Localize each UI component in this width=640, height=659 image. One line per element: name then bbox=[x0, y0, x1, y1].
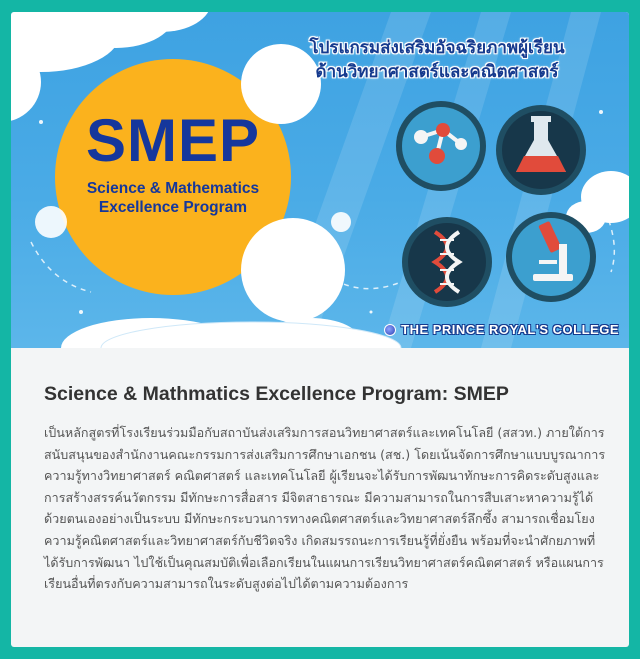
program-banner-image bbox=[11, 12, 629, 348]
banner-thai-title-line1: โปรแกรมส่งเสริมอัจฉริยภาพผู้เรียน bbox=[309, 38, 565, 58]
program-description-text: เป็นหลักสูตรที่โรงเรียนร่วมมือกับสถาบันส่งเสริมการสอนวิทยาศาสตร์และเทคโนโลยี (สสวท.) ภายใต้การสนับสนุนของสำนักงานคณะกรรมการส่งเสริมการศึกษาเอกชน (สช.) โดยเน้นจัดการศึกษาแบบบูรณาการความรู้ทางวิทยาศาสตร์ คณิตศาสตร์ และเทคโนโลยี ผู้เรียนจะได้รับการพัฒนาทักษะการคิดระดับสูงและการสร้างสรรค์นวัตกรรม มีทักษะการสื่อสาร มีจิตสาธารณะ มีความสามารถในการสืบเสาะหาความรู้ได้ด้วยตนเองอย่างเป็นระบบ มีทักษะกระบวนการทางคณิตศาสตร์และวิทยาศาสตร์ลึกซึ้ง สามารถเชื่อมโยงความรู้คณิตศาสตร์และวิทยาศาสตร์กับชีวิตจริง เกิดสมรรถนะการเรียนรู้ที่ยั่งยืน พร้อมที่จะนำศักยภาพที่ได้รับการพัฒนา ไปใช้เป็นคุณสมบัติเพื่อเลือกเรียนในแผนการเรียนวิทยาศาสตร์คณิตศาสตร์ หรือแผนการเรียนอื่นที่ตรงกับความสามารถในระดับสูงต่อไปได้ตามความต้องการ bbox=[44, 425, 606, 592]
college-name-text: THE PRINCE ROYAL'S COLLEGE bbox=[401, 322, 619, 337]
college-name bbox=[384, 322, 619, 337]
program-description bbox=[11, 348, 629, 647]
program-heading: Science & Mathmatics Excellence Program: SMEP bbox=[44, 383, 509, 405]
banner-thai-title-line2: ด้านวิทยาศาสตร์และคณิตศาสตร์ bbox=[315, 62, 559, 82]
dna-icon bbox=[402, 217, 492, 307]
smep-logo-line1: Science & Mathematics bbox=[86, 180, 260, 197]
college-seal-icon bbox=[384, 324, 396, 336]
molecule-icon bbox=[396, 101, 486, 191]
microscope-icon bbox=[506, 212, 596, 302]
smep-logo-line2: Excellence Program bbox=[98, 199, 248, 216]
flask-icon bbox=[496, 105, 586, 195]
program-card bbox=[11, 12, 629, 647]
smep-logo-acronym: SMEP bbox=[85, 107, 261, 174]
